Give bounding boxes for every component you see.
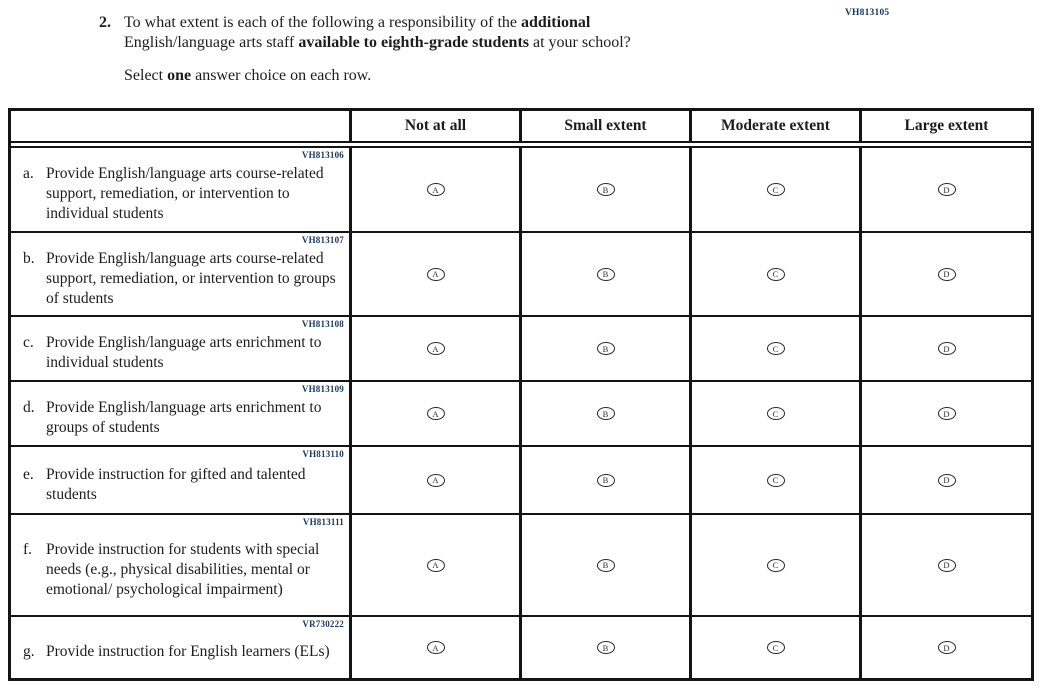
row-code: VH813106 [301, 150, 344, 160]
row-code: VH813109 [301, 384, 344, 394]
option-bubble-a[interactable]: A [427, 407, 445, 420]
option-bubble-c[interactable]: C [767, 474, 785, 487]
option-bubble-b[interactable]: B [597, 183, 615, 196]
answer-cell-large-extent [862, 317, 1031, 380]
answer-cell-not-at-all [352, 515, 522, 615]
table-row-g [11, 617, 1031, 678]
row-letter: d. [23, 399, 35, 416]
row-text: Provide English/language arts enrichment to groups of students [46, 399, 322, 436]
row-code: VH813110 [302, 449, 344, 459]
option-bubble-d[interactable]: D [938, 407, 956, 420]
question-line1-normal: To what extent is each of the following a responsibility of the [124, 14, 522, 31]
option-bubble-d[interactable]: D [938, 474, 956, 487]
answer-cell-not-at-all [352, 233, 522, 315]
row-label-cell [11, 447, 352, 513]
row-text: Provide instruction for students with special needs (e.g., physical disabilities, mental or emotional/ psychological impairment) [46, 540, 320, 598]
table-row-a [11, 148, 1031, 233]
option-bubble-d[interactable]: D [938, 342, 956, 355]
answer-cell-not-at-all [352, 382, 522, 445]
option-bubble-b[interactable]: B [597, 407, 615, 420]
option-bubble-a[interactable]: A [427, 268, 445, 281]
row-letter: c. [23, 334, 34, 351]
question-number: 2. [99, 14, 111, 31]
row-label-cell [11, 515, 352, 615]
row-code: VR730222 [302, 619, 344, 629]
answer-cell-small-extent [522, 515, 692, 615]
option-bubble-c[interactable]: C [767, 268, 785, 281]
row-letter: f. [23, 540, 33, 558]
option-bubble-d[interactable]: D [938, 183, 956, 196]
table-row-e [11, 447, 1031, 515]
question-line2-normal1: English/language arts staff [124, 34, 299, 51]
row-text: Provide instruction for English learners (ELs) [46, 643, 330, 660]
answer-cell-small-extent [522, 382, 692, 445]
header-moderate-extent: Moderate extent [692, 111, 862, 141]
answer-cell-moderate-extent [692, 447, 862, 513]
option-bubble-b[interactable]: B [597, 641, 615, 654]
answer-cell-large-extent [862, 447, 1031, 513]
instruction-bold: one [167, 67, 192, 84]
row-letter: e. [23, 465, 34, 483]
option-bubble-c[interactable]: C [767, 183, 785, 196]
answer-cell-moderate-extent [692, 233, 862, 315]
row-letter: b. [23, 249, 35, 267]
answer-cell-small-extent [522, 617, 692, 678]
answer-cell-moderate-extent [692, 148, 862, 231]
row-label-cell [11, 233, 352, 315]
answer-cell-moderate-extent [692, 382, 862, 445]
answer-cell-large-extent [862, 515, 1031, 615]
answer-cell-not-at-all [352, 317, 522, 380]
page-form-code: VH813105 [845, 8, 890, 18]
row-text: Provide instruction for gifted and talented students [46, 465, 306, 503]
row-code: VH813108 [301, 319, 344, 329]
response-matrix-table [8, 108, 1034, 681]
option-bubble-a[interactable]: A [427, 474, 445, 487]
table-row-d [11, 382, 1031, 447]
option-bubble-b[interactable]: B [597, 268, 615, 281]
answer-cell-small-extent [522, 317, 692, 380]
answer-cell-small-extent [522, 233, 692, 315]
row-label-cell [11, 317, 352, 380]
option-bubble-a[interactable]: A [427, 183, 445, 196]
answer-cell-large-extent [862, 382, 1031, 445]
answer-cell-not-at-all [352, 447, 522, 513]
option-bubble-d[interactable]: D [938, 559, 956, 572]
option-bubble-a[interactable]: A [427, 641, 445, 654]
option-bubble-d[interactable]: D [938, 641, 956, 654]
row-label-cell [11, 148, 352, 231]
answer-cell-not-at-all [352, 617, 522, 678]
option-bubble-c[interactable]: C [767, 407, 785, 420]
question-line-2 [124, 33, 759, 53]
option-bubble-a[interactable]: A [427, 342, 445, 355]
answer-cell-moderate-extent [692, 617, 862, 678]
option-bubble-d[interactable]: D [938, 268, 956, 281]
answer-cell-moderate-extent [692, 515, 862, 615]
question-line2-bold: available to eighth-grade students [298, 34, 529, 51]
answer-cell-large-extent [862, 617, 1031, 678]
option-bubble-c[interactable]: C [767, 559, 785, 572]
answer-cell-small-extent [522, 447, 692, 513]
row-letter: g. [23, 643, 35, 660]
question-text [124, 13, 759, 86]
table-row-b [11, 233, 1031, 317]
row-text: Provide English/language arts enrichment to individual students [46, 334, 322, 371]
table-row-f [11, 515, 1031, 617]
row-code: VH813107 [301, 235, 344, 245]
header-large-extent: Large extent [904, 117, 989, 134]
answer-cell-small-extent [522, 148, 692, 231]
row-label-cell [11, 617, 352, 678]
header-cell-empty [11, 111, 352, 141]
option-bubble-a[interactable]: A [427, 559, 445, 572]
option-bubble-b[interactable]: B [597, 474, 615, 487]
instruction-normal2: answer choice on each row. [191, 67, 372, 84]
row-text: Provide English/language arts course-related support, remediation, or intervention to individual students [46, 165, 324, 222]
answer-cell-not-at-all [352, 148, 522, 231]
option-bubble-b[interactable]: B [597, 342, 615, 355]
header-not-at-all: Not at all [352, 111, 522, 141]
header-small-extent: Small extent [522, 111, 692, 141]
answer-cell-large-extent [862, 148, 1031, 231]
answer-cell-moderate-extent [692, 317, 862, 380]
option-bubble-c[interactable]: C [767, 342, 785, 355]
answer-cell-large-extent [862, 233, 1031, 315]
table-row-c [11, 317, 1031, 382]
table-header-row [11, 111, 1031, 148]
question-line2-normal2: at your school? [529, 34, 631, 51]
question-line-1 [124, 13, 759, 33]
option-bubble-b[interactable]: B [597, 559, 615, 572]
row-label-cell [11, 382, 352, 445]
question-instruction [124, 66, 759, 86]
instruction-normal1: Select [124, 67, 168, 84]
row-letter: a. [23, 165, 34, 182]
question-line1-bold: additional [521, 14, 591, 31]
row-text: Provide English/language arts course-related support, remediation, or intervention to groups of students [46, 249, 336, 307]
row-code: VH813111 [302, 517, 344, 527]
option-bubble-c[interactable]: C [767, 641, 785, 654]
question-block [99, 13, 759, 86]
